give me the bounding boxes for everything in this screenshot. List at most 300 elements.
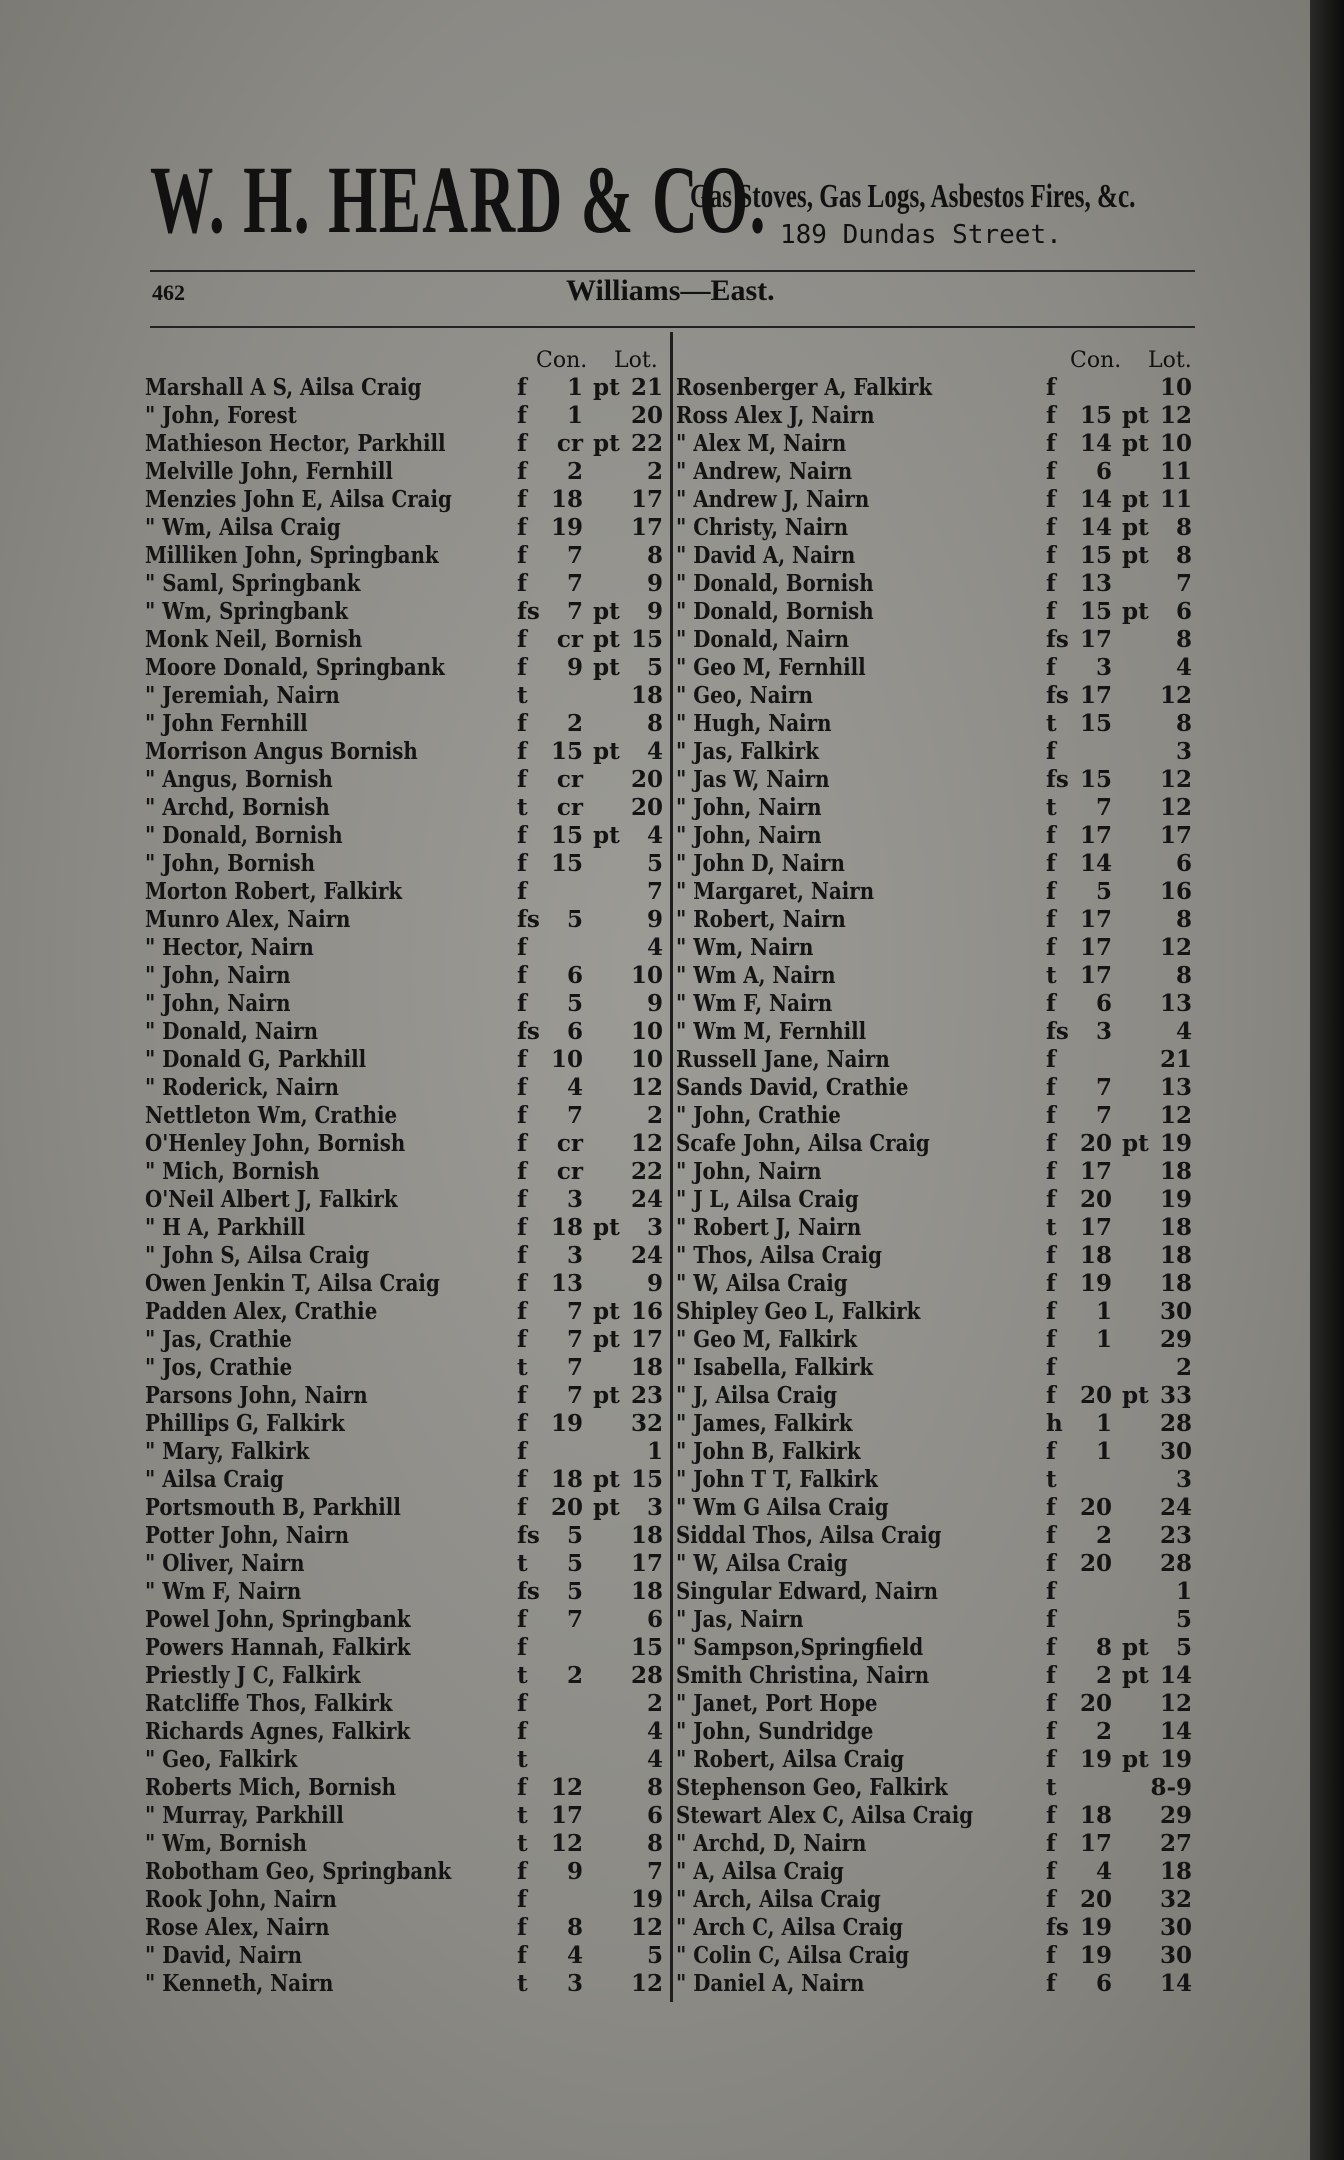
entry-con: cr [556, 1158, 583, 1185]
directory-entry [676, 906, 1196, 934]
entry-lot: 18 [630, 682, 663, 709]
entry-tenure: f [517, 1942, 527, 1969]
entry-name: Rosenberger A, Falkirk [676, 374, 933, 401]
entry-tenure: t [1046, 1214, 1057, 1241]
entry-name: " Jas, Nairn [676, 1606, 804, 1633]
directory-entry [676, 1858, 1196, 1886]
entry-name: Munro Alex, Nairn [145, 906, 351, 933]
entry-lot: 8 [1175, 906, 1192, 933]
entry-name: " Kenneth, Nairn [145, 1970, 334, 1997]
entry-part: pt [593, 1214, 620, 1241]
entry-part: pt [1122, 542, 1149, 569]
directory-entry [145, 1970, 665, 1998]
entry-name: " Jas W, Nairn [676, 766, 830, 793]
entry-tenure: f [517, 1774, 527, 1801]
entry-part: pt [1122, 486, 1149, 513]
entry-lot: 2 [646, 1690, 663, 1717]
entry-con: 15 [1079, 598, 1112, 625]
entry-name: Milliken John, Springbank [145, 542, 439, 569]
entry-tenure: f [1046, 1186, 1056, 1213]
entry-name: " John, Nairn [145, 990, 291, 1017]
entry-con: 15 [1079, 402, 1112, 429]
entry-con: 18 [550, 1214, 583, 1241]
entry-lot: 4 [646, 1746, 663, 1773]
entry-tenure: h [1046, 1410, 1063, 1437]
directory-entry [676, 486, 1196, 514]
entry-lot: 8 [646, 1774, 663, 1801]
entry-tenure: t [1046, 962, 1057, 989]
entry-con: 20 [1079, 1186, 1112, 1213]
entry-name: " Donald, Bornish [676, 598, 874, 625]
entry-tenure: f [517, 514, 527, 541]
entry-name: " Angus, Bornish [145, 766, 333, 793]
directory-entry [145, 542, 665, 570]
entry-tenure: f [517, 822, 527, 849]
entry-tenure: t [1046, 1774, 1057, 1801]
directory-entry [145, 1326, 665, 1354]
entry-con: 18 [1079, 1802, 1112, 1829]
directory-entry [676, 1550, 1196, 1578]
directory-entry [145, 430, 665, 458]
directory-entry [145, 514, 665, 542]
entry-name: Monk Neil, Bornish [145, 626, 363, 653]
directory-entry [676, 878, 1196, 906]
directory-entry [145, 1158, 665, 1186]
entry-tenure: f [517, 962, 527, 989]
entry-con: 9 [566, 654, 583, 681]
entry-con: 7 [566, 598, 583, 625]
entry-name: " Donald, Nairn [145, 1018, 319, 1045]
entry-tenure: f [517, 430, 527, 457]
directory-entry [676, 598, 1196, 626]
entry-lot: 27 [1159, 1830, 1192, 1857]
entry-tenure: t [517, 1802, 528, 1829]
entry-con: 4 [1095, 1858, 1112, 1885]
directory-entry [676, 1606, 1196, 1634]
entry-tenure: f [1046, 1354, 1056, 1381]
entry-lot: 30 [1159, 1438, 1192, 1465]
directory-entry [145, 878, 665, 906]
directory-entry [676, 1466, 1196, 1494]
entry-name: Siddal Thos, Ailsa Craig [676, 1522, 942, 1549]
entry-tenure: f [517, 374, 527, 401]
entry-con: 1 [566, 374, 583, 401]
entry-lot: 3 [1175, 738, 1192, 765]
entry-name: " Christy, Nairn [676, 514, 849, 541]
entry-con: 14 [1079, 514, 1112, 541]
entry-lot: 28 [1159, 1550, 1192, 1577]
left-lot-header: Lot. [614, 348, 658, 373]
entry-tenure: f [1046, 1102, 1056, 1129]
entry-lot: 28 [1159, 1410, 1192, 1437]
entry-lot: 10 [1159, 430, 1192, 457]
entry-name: " Wm F, Nairn [145, 1578, 302, 1605]
entry-tenure: f [517, 1634, 527, 1661]
directory-entry [676, 1746, 1196, 1774]
entry-part: pt [1122, 1130, 1149, 1157]
entry-name: " Roderick, Nairn [145, 1074, 339, 1101]
entry-tenure: f [517, 1718, 527, 1745]
directory-entry [145, 1214, 665, 1242]
entry-lot: 4 [646, 934, 663, 961]
entry-tenure: f [517, 766, 527, 793]
directory-entry [676, 962, 1196, 990]
entry-name: " Jeremiah, Nairn [145, 682, 340, 709]
entry-tenure: fs [1046, 1914, 1069, 1941]
entry-lot: 24 [630, 1186, 663, 1213]
entry-lot: 2 [646, 458, 663, 485]
entry-name: " Wm M, Fernhill [676, 1018, 867, 1045]
entry-part: pt [1122, 598, 1149, 625]
directory-entry [676, 1522, 1196, 1550]
header-rule-bottom [150, 326, 1195, 328]
directory-entry [145, 1102, 665, 1130]
entry-lot: 4 [1175, 654, 1192, 681]
entry-lot: 16 [1159, 878, 1192, 905]
directory-entry [145, 1746, 665, 1774]
entry-name: Phillips G, Falkirk [145, 1410, 345, 1437]
entry-lot: 11 [1159, 458, 1192, 485]
entry-lot: 24 [630, 1242, 663, 1269]
entry-lot: 2 [1175, 1354, 1192, 1381]
directory-entry [676, 1186, 1196, 1214]
entry-con: 20 [1079, 1382, 1112, 1409]
entry-name: " Robert, Nairn [676, 906, 846, 933]
entry-part: pt [593, 1326, 620, 1353]
entry-lot: 15 [630, 1634, 663, 1661]
entry-name: " John, Nairn [676, 822, 822, 849]
directory-entry [145, 1606, 665, 1634]
entry-tenure: f [1046, 1942, 1056, 1969]
directory-entry [145, 710, 665, 738]
entry-tenure: f [1046, 1858, 1056, 1885]
entry-name: " W, Ailsa Craig [676, 1550, 848, 1577]
entry-lot: 9 [646, 906, 663, 933]
directory-entry [145, 962, 665, 990]
entry-con: 12 [550, 1774, 583, 1801]
directory-entry [145, 1046, 665, 1074]
directory-entry [676, 1046, 1196, 1074]
directory-entry [145, 1802, 665, 1830]
entry-tenure: t [1046, 1466, 1057, 1493]
entry-tenure: f [1046, 1830, 1056, 1857]
directory-entry [676, 1410, 1196, 1438]
directory-entry [676, 682, 1196, 710]
entry-lot: 17 [630, 514, 663, 541]
entry-lot: 3 [1175, 1466, 1192, 1493]
entry-con: 5 [566, 1522, 583, 1549]
entry-con: 12 [550, 1830, 583, 1857]
entry-con: 2 [1095, 1662, 1112, 1689]
entry-lot: 9 [646, 1270, 663, 1297]
entry-name: " Donald, Bornish [676, 570, 874, 597]
entry-con: 6 [1095, 990, 1112, 1017]
entry-tenure: f [1046, 1130, 1056, 1157]
entry-tenure: f [1046, 1550, 1056, 1577]
directory-entry [145, 1494, 665, 1522]
entry-lot: 8 [646, 710, 663, 737]
entry-name: " John, Nairn [676, 1158, 822, 1185]
entry-tenure: f [517, 1466, 527, 1493]
entry-name: " John S, Ailsa Craig [145, 1242, 370, 1269]
entry-name: O'Neil Albert J, Falkirk [145, 1186, 398, 1213]
entry-lot: 24 [1159, 1494, 1192, 1521]
entry-tenure: f [1046, 738, 1056, 765]
entry-tenure: t [1046, 794, 1057, 821]
entry-tenure: f [517, 626, 527, 653]
left-con-header: Con. [536, 348, 588, 373]
entry-name: Morrison Angus Bornish [145, 738, 418, 765]
entry-name: " Robert, Ailsa Craig [676, 1746, 905, 1773]
entry-part: pt [1122, 1634, 1149, 1661]
entry-con: 17 [1079, 1214, 1112, 1241]
entry-lot: 14 [1159, 1970, 1192, 1997]
entry-con: 14 [1079, 850, 1112, 877]
entry-lot: 10 [1159, 374, 1192, 401]
entry-tenure: f [517, 1102, 527, 1129]
entry-tenure: f [1046, 850, 1056, 877]
entry-con: 6 [566, 962, 583, 989]
entry-tenure: f [517, 1438, 527, 1465]
entry-tenure: f [517, 710, 527, 737]
entry-con: 2 [1095, 1718, 1112, 1745]
entry-lot: 8-9 [1150, 1774, 1192, 1801]
entry-tenure: f [1046, 878, 1056, 905]
entry-con: 18 [550, 486, 583, 513]
section-title: Williams—East. [566, 274, 775, 307]
entry-name: " Wm, Ailsa Craig [145, 514, 341, 541]
entry-name: Marshall A S, Ailsa Craig [145, 374, 422, 401]
entry-part: pt [593, 430, 620, 457]
entry-con: 14 [1079, 486, 1112, 513]
entry-con: 3 [566, 1186, 583, 1213]
entry-name: Richards Agnes, Falkirk [145, 1718, 411, 1745]
entry-lot: 12 [630, 1970, 663, 1997]
directory-entry [676, 850, 1196, 878]
directory-entry [145, 1270, 665, 1298]
entry-con: 17 [1079, 934, 1112, 961]
advertisement-header [150, 146, 1200, 260]
entry-con: 20 [1079, 1886, 1112, 1913]
directory-entry [676, 934, 1196, 962]
entry-name: " Ailsa Craig [145, 1466, 284, 1493]
entry-part: pt [593, 1298, 620, 1325]
directory-entry [145, 1130, 665, 1158]
entry-lot: 23 [1159, 1522, 1192, 1549]
entry-lot: 12 [1159, 766, 1192, 793]
entry-lot: 18 [1159, 1214, 1192, 1241]
entry-tenure: f [517, 1046, 527, 1073]
directory-entry [145, 1942, 665, 1970]
directory-entry [676, 1802, 1196, 1830]
entry-con: 17 [1079, 626, 1112, 653]
entry-tenure: f [1046, 822, 1056, 849]
entry-tenure: t [517, 1354, 528, 1381]
entry-name: Moore Donald, Springbank [145, 654, 445, 681]
ad-tagline: Gas Stoves, Gas Logs, Asbestos Fires, &c. [690, 178, 1136, 215]
entry-con: 5 [566, 1578, 583, 1605]
directory-entry [676, 1718, 1196, 1746]
directory-entry [676, 1354, 1196, 1382]
entry-con: 5 [566, 990, 583, 1017]
right-con-header: Con. [1070, 348, 1122, 373]
page-number: 462 [152, 280, 185, 305]
entry-name: Portsmouth B, Parkhill [145, 1494, 401, 1521]
entry-lot: 12 [630, 1074, 663, 1101]
entry-name: " Wm F, Nairn [676, 990, 833, 1017]
entry-con: 19 [550, 514, 583, 541]
entry-tenure: f [517, 1270, 527, 1297]
entry-con: 7 [1095, 1074, 1112, 1101]
entry-con: 3 [566, 1242, 583, 1269]
entry-tenure: f [517, 1130, 527, 1157]
directory-entry [145, 1662, 665, 1690]
entry-lot: 33 [1159, 1382, 1192, 1409]
entry-name: Robotham Geo, Springbank [145, 1858, 452, 1885]
entry-con: cr [556, 430, 583, 457]
entry-con: cr [556, 794, 583, 821]
directory-entry [676, 514, 1196, 542]
directory-entry [145, 1018, 665, 1046]
entry-con: 10 [550, 1046, 583, 1073]
directory-entry [145, 654, 665, 682]
directory-entry [145, 682, 665, 710]
entry-tenure: f [1046, 1438, 1056, 1465]
entry-part: pt [1122, 1662, 1149, 1689]
entry-lot: 19 [1159, 1746, 1192, 1773]
entry-lot: 17 [630, 1326, 663, 1353]
entry-tenure: t [517, 1550, 528, 1577]
entry-lot: 12 [1159, 402, 1192, 429]
entry-tenure: f [517, 1858, 527, 1885]
directory-entry [676, 710, 1196, 738]
directory-entry [676, 1634, 1196, 1662]
directory-entry [676, 822, 1196, 850]
entry-name: Parsons John, Nairn [145, 1382, 368, 1409]
entry-tenure: f [1046, 458, 1056, 485]
entry-con: 6 [1095, 458, 1112, 485]
directory-entry [145, 1186, 665, 1214]
entry-tenure: f [1046, 514, 1056, 541]
entry-name: " Hugh, Nairn [676, 710, 832, 737]
directory-entry [145, 1690, 665, 1718]
entry-part: pt [1122, 402, 1149, 429]
entry-name: " Arch, Ailsa Craig [676, 1886, 881, 1913]
directory-entry [145, 1578, 665, 1606]
directory-entry [145, 458, 665, 486]
entry-name: Ross Alex J, Nairn [676, 402, 875, 429]
entry-lot: 21 [630, 374, 663, 401]
entry-name: " John, Forest [145, 402, 297, 429]
entry-name: " J L, Ailsa Craig [676, 1186, 859, 1213]
entry-name: " Wm, Nairn [676, 934, 814, 961]
directory-entry [145, 850, 665, 878]
entry-part: pt [1122, 1746, 1149, 1773]
entry-lot: 18 [630, 1522, 663, 1549]
column-divider [670, 332, 673, 2002]
entry-name: " Geo, Nairn [676, 682, 813, 709]
entry-name: " John B, Falkirk [676, 1438, 861, 1465]
entry-name: Ratcliffe Thos, Falkirk [145, 1690, 393, 1717]
entry-lot: 18 [630, 1354, 663, 1381]
entry-lot: 30 [1159, 1298, 1192, 1325]
entry-tenure: fs [517, 1522, 540, 1549]
entry-con: 2 [1095, 1522, 1112, 1549]
entry-con: 2 [566, 710, 583, 737]
header-rule-top [150, 270, 1195, 272]
right-lot-header: Lot. [1148, 348, 1192, 373]
entry-name: " Geo, Falkirk [145, 1746, 298, 1773]
directory-entry [145, 486, 665, 514]
entry-lot: 15 [630, 1466, 663, 1493]
entry-tenure: f [517, 1494, 527, 1521]
entry-lot: 9 [646, 570, 663, 597]
entry-tenure: f [517, 1382, 527, 1409]
directory-entry [676, 794, 1196, 822]
entry-name: " Wm, Bornish [145, 1830, 307, 1857]
entry-con: 7 [566, 1326, 583, 1353]
entry-name: " John, Nairn [145, 962, 291, 989]
entry-tenure: f [517, 738, 527, 765]
entry-name: " John, Sundridge [676, 1718, 874, 1745]
entry-con: 7 [566, 570, 583, 597]
entry-con: 4 [566, 1942, 583, 1969]
directory-entry [676, 1074, 1196, 1102]
entry-lot: 12 [630, 1914, 663, 1941]
entry-lot: 18 [1159, 1158, 1192, 1185]
entry-lot: 13 [1159, 990, 1192, 1017]
entry-lot: 32 [630, 1410, 663, 1437]
entry-con: 20 [1079, 1690, 1112, 1717]
directory-entry [145, 570, 665, 598]
entry-name: " Alex M, Nairn [676, 430, 847, 457]
directory-entry [676, 1158, 1196, 1186]
entry-lot: 8 [1175, 514, 1192, 541]
directory-entry [676, 1382, 1196, 1410]
entry-lot: 18 [1159, 1270, 1192, 1297]
entry-con: cr [556, 626, 583, 653]
directory-entry [676, 1774, 1196, 1802]
entry-con: 7 [1095, 794, 1112, 821]
directory-entry [676, 1242, 1196, 1270]
entry-name: " Geo M, Fernhill [676, 654, 866, 681]
entry-tenure: fs [1046, 1018, 1069, 1045]
directory-entry [145, 374, 665, 402]
entry-name: Morton Robert, Falkirk [145, 878, 403, 905]
entry-name: " Colin C, Ailsa Craig [676, 1942, 910, 1969]
entry-lot: 18 [1159, 1858, 1192, 1885]
entry-tenure: f [1046, 1578, 1056, 1605]
entry-tenure: f [1046, 542, 1056, 569]
entry-tenure: f [1046, 570, 1056, 597]
entry-name: " John D, Nairn [676, 850, 845, 877]
entry-con: cr [556, 766, 583, 793]
entry-lot: 20 [630, 766, 663, 793]
entry-tenure: t [1046, 710, 1057, 737]
entry-name: Shipley Geo L, Falkirk [676, 1298, 921, 1325]
entry-tenure: f [517, 1410, 527, 1437]
entry-con: 15 [1079, 710, 1112, 737]
entry-tenure: f [517, 1158, 527, 1185]
entry-lot: 19 [630, 1886, 663, 1913]
directory-entry [676, 990, 1196, 1018]
directory-entry [145, 1074, 665, 1102]
entry-lot: 8 [646, 542, 663, 569]
entry-tenure: f [1046, 430, 1056, 457]
entry-part: pt [593, 1466, 620, 1493]
entry-part: pt [593, 626, 620, 653]
entry-con: 8 [566, 1914, 583, 1941]
